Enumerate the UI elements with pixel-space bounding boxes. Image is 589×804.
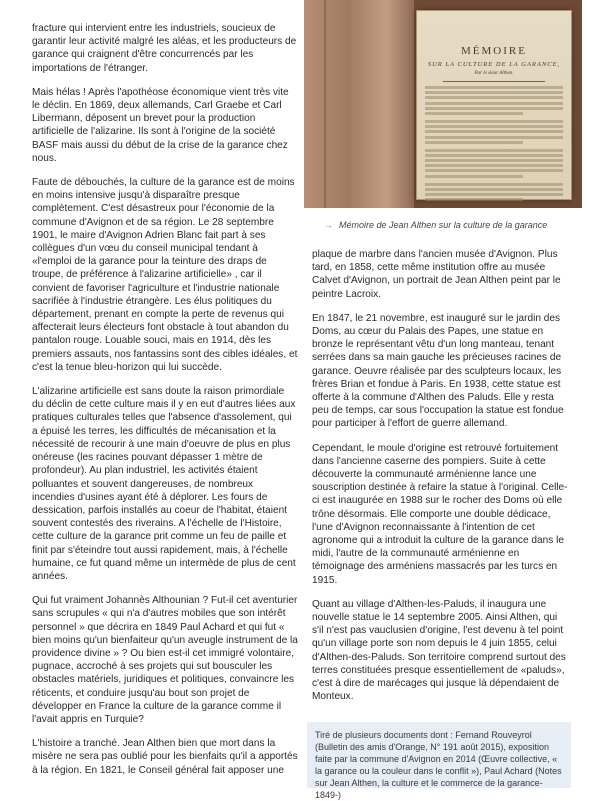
paragraph: fracture qui intervient entre les industriels, soucieux de garantir leur activité malgré les aléas, et les producteurs de garance qui craignent d'être concurrencés par les importations de l'étranger.	[32, 23, 297, 74]
sources-box: Tiré de plusieurs documents dont : Fernand Rouveyrol (Bulletin des amis d'Orange, N° 191 août 2015), exposition faite par la commune d'Avignon en 2014 (Œuvre collective, « la garance ou la couleur dans le conflit »), Paul Achard (Notes sur Jean Althen, la culture et le commerce de la garance- 1849-)	[307, 722, 571, 788]
memoire-document	[416, 10, 572, 200]
right-column	[312, 248, 570, 715]
paragraph: Faute de débouchés, la culture de la garance est de moins en moins intensive jusqu'à disparaître presque complètement. C'est désastreux pour l'économie de la commune d'Avignon et de sa région. Le 28 septembre 1901, le maire d'Avignon Adrien Blanc fait part à ses collègues d'un vœu du conseil municipal tendant à «l'emploi de la garance pour la teinture des draps de troupe, de préférence à l'alizarine artificielle» , car il convient de favoriser l'agriculture et l'industrie nationale sacrifiée à l'industrie étrangère. Les élus politiques du département, prenant en compte la perte de revenus qui affecterait leurs électeurs font obstacle à tout abandon du pantalon rouge. Louable souci, mais en 1914, dès les premiers assauts, nos fantassins sont des cibles idéales, et c'est la tenue bleu-horizon qui lui succède.	[32, 177, 298, 373]
paragraph: Cependant, le moule d'origine est retrouvé fortuitement dans l'ancienne caserne des pompiers. Suite à cette découverte la communauté arménienne lance une souscription destinée à refaire la statue à l'original. Celle-ci est inaugurée en 1988 sur le rocher des Doms où elle trône désormais. Elle comporte une double dédicace, l'une d'Avignon reconnaissante à l'intention de cet agronome qui a introduit la culture de la garance dans le midi, l'autre de la communauté arménienne en témoignage des arméniens massacrés par les turcs en 1915.	[312, 442, 568, 586]
paragraph: Qui fut vraiment Johannès Althounian ? Fut-il cet aventurier sans scrupules « qui n'a d'autres mobiles que son intérêt personnel » que décrira en 1849 Paul Achard et qui fut « bien moins qu'un bienfaiteur qu'un aveugle instrument de la providence divine » ? Ou bien est-il cet immigré volontaire, pugnace, accroché à ses projets qui sut bousculer les obstacles matériels, juridiques et politiques, convaincre les réticents, et conduire jusqu'au bout son projet de développer en France la culture de la garance comme il l'avait appris en Turquie?	[32, 595, 298, 725]
document-title: MÉMOIRE	[461, 45, 527, 57]
document-subtitle: SUR LA CULTURE DE LA GARANCE,	[427, 61, 561, 68]
paragraph: plaque de marbre dans l'ancien musée d'Avignon. Plus tard, en 1858, cette même institution offre au musée Calvet d'Avignon, un portrait de Jean Althen peint par le peintre Lacroix.	[312, 249, 561, 300]
paragraph: Mais hélas ! Après l'apothéose économique vient très vite le déclin. En 1869, deux allemands, Carl Graebe et Carl Libermann, déposent un brevet pour la production artificielle de l'alizarine. Ils sont à l'origine de la société BASF mais aussi du début de la crise de la garance chez nous.	[32, 86, 289, 164]
paragraph: L'histoire a tranché. Jean Althen bien que mort dans la misère ne sera pas oublié pour les bienfaits qu'il a apportés à la région. En 1821, le Conseil général fait apposer une	[32, 738, 298, 776]
left-column	[32, 22, 298, 788]
paragraph: En 1847, le 21 novembre, est inauguré sur le jardin des Doms, au cœur du Palais des Papes, une statue en bronze le représentant vêtu d'un long manteau, tenant serrées dans sa main gauche les précieuses racines de garance. Oeuvre réalisée par des sculpteurs locaux, les frères Brian et fondue à Paris. En 1938, cette statue est offerte à la commune d'Althen des Paluds. Elle y resta peu de temps, car sous l'occupation la statue est fondue pour participer à l'effort de guerre allemand.	[312, 312, 564, 430]
caption-text: Mémoire de Jean Althen sur la culture de la garance	[339, 220, 548, 230]
document-author: Par le sieur Althen.	[474, 71, 514, 76]
wood-plank	[304, 0, 414, 208]
photo-caption	[324, 220, 582, 230]
memoire-photo	[304, 0, 582, 208]
arrow-icon: →	[324, 220, 333, 230]
paragraph: L'alizarine artificielle est sans doute la raison primordiale du déclin de cette culture mais il y en eut d'autres liées aux pratiques culturales telles que l'absence d'assolement, qui a épuisé les terres, les difficultés de mécanisation et la nécessité de recourir à une main d'oeuvre de plus en plus onéreuse (les racines pouvant dépasser 1 mètre de profondeur). Au plan industriel, les activités étaient polluantes et souvent dangereuses, de nombreux incendies d'usines ayant été à déplorer. Les fours de dessication, parfois installés au coeur de l'habitat, étaient souvent contestés des riverains. A l'échelle de l'Histoire, cette culture de la garance prit comme un feu de paille et finit par s'éteindre tout aussi rapidement, mais, à l'échelle humaine, ce fut quand même un intermède de plus de cent années.	[32, 386, 296, 582]
document-rule	[443, 81, 545, 82]
paragraph: Quant au village d'Althen-les-Paluds, il inaugura une nouvelle statue le 14 septembre 2005. Ainsi Althen, qui s'il n'est pas vauclusien d'origine, l'est devenu à tel point qu'un village porte son nom depuis le 4 juin 1855, celui d'Althen-des-Paluds. Son territoire comprend surtout des terres constituées presque essentiellement de «paluds», c'est à dire de marécages qui jusque là dépendaient de Monteux.	[312, 598, 566, 703]
document-text-lines	[425, 86, 563, 201]
